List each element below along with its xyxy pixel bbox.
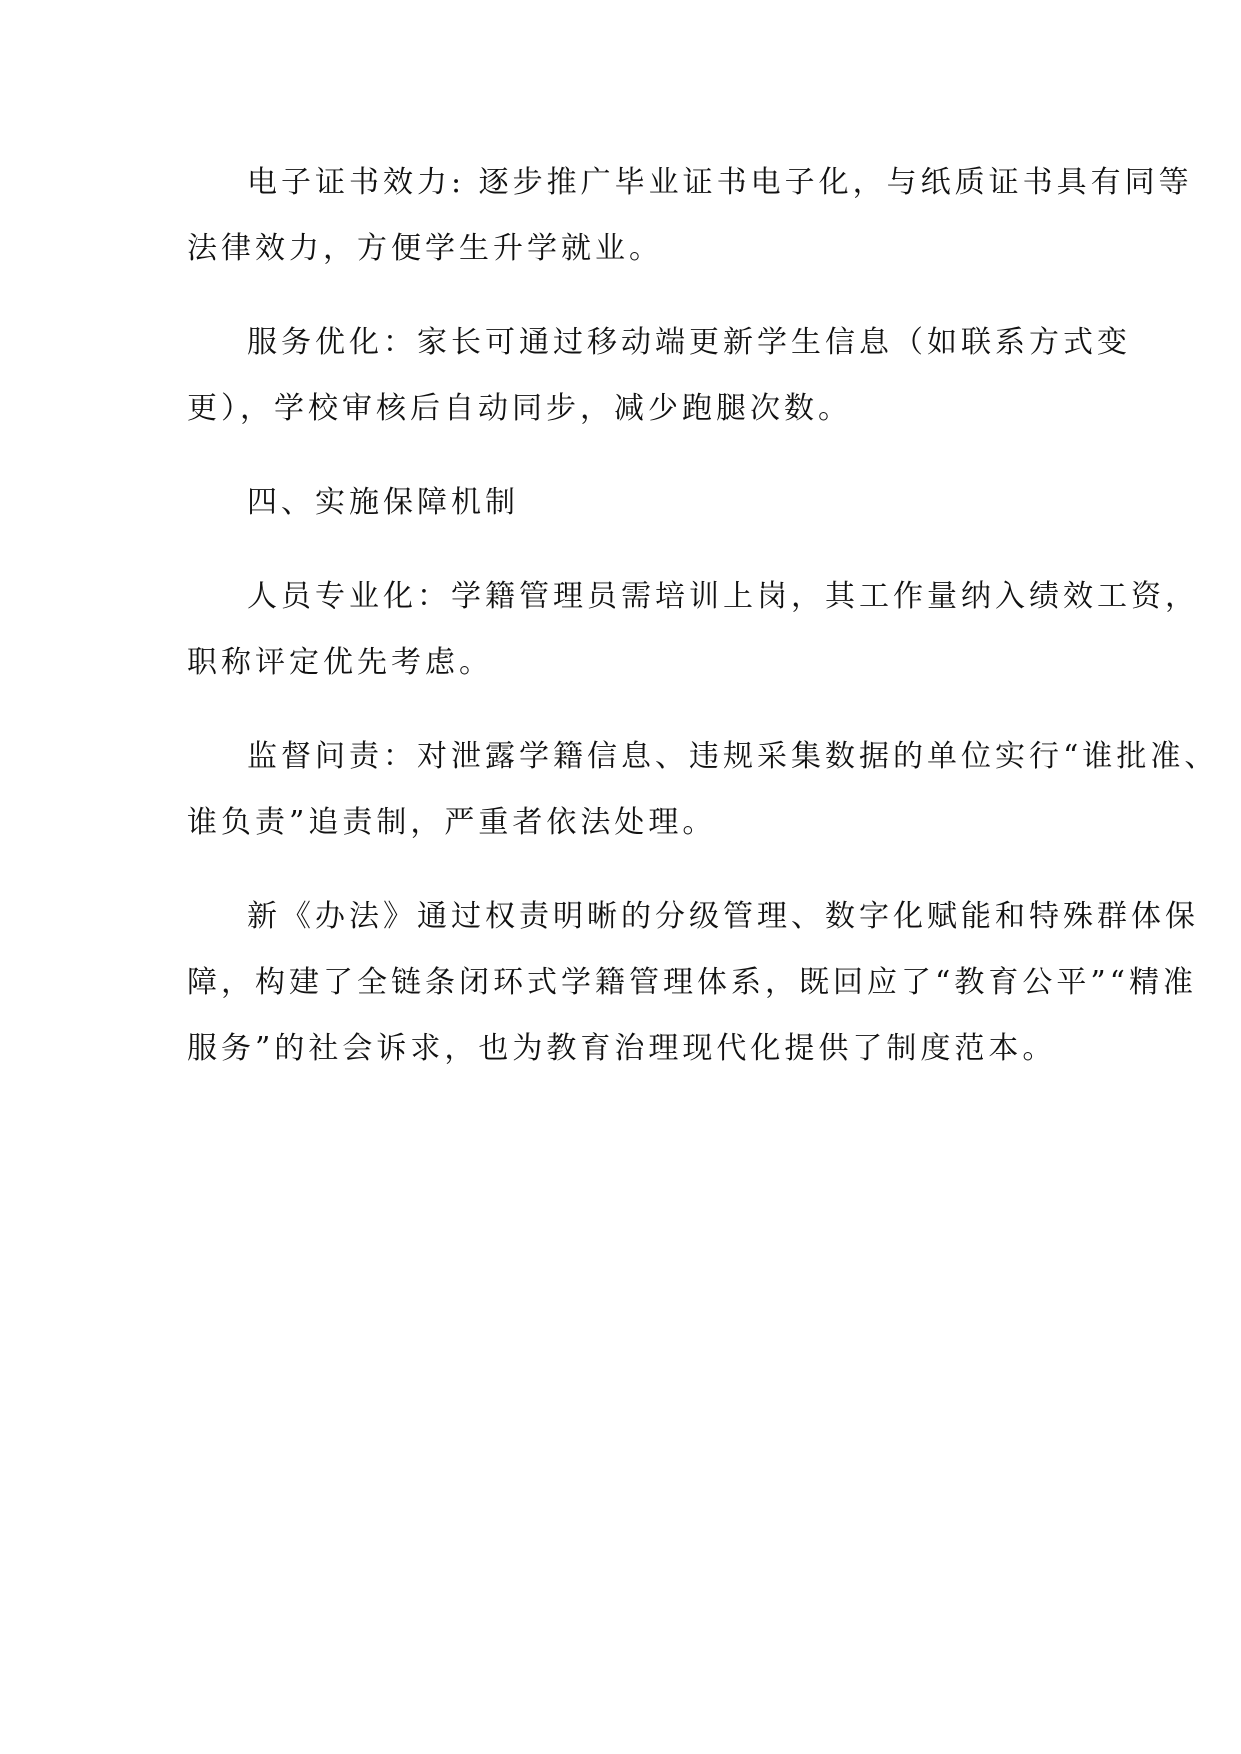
document-body bbox=[187, 150, 1219, 1110]
paragraph-line: 谁负责”追责制，严重者依法处理。 bbox=[187, 805, 717, 840]
paragraph-staff-professionalization bbox=[187, 564, 1199, 696]
paragraph-line: 障，构建了全链条闭环式学籍管理体系，既回应了“教育公平”“精准 bbox=[187, 965, 1198, 1000]
section-heading bbox=[187, 470, 1055, 536]
paragraph-line: 监督问责：对泄露学籍信息、违规采集数据的单位实行“谁批准、 bbox=[247, 739, 1219, 774]
section-heading-text: 四、实施保障机制 bbox=[247, 485, 519, 520]
paragraph-line: 新《办法》通过权责明晰的分级管理、数字化赋能和特殊群体保 bbox=[247, 899, 1199, 934]
paragraph-line: 职称评定优先考虑。 bbox=[187, 645, 493, 680]
paragraph-service-optimization bbox=[187, 310, 1131, 442]
paragraph-supervision-accountability bbox=[187, 724, 1219, 856]
paragraph-line: 更），学校审核后自动同步，减少跑腿次数。 bbox=[187, 391, 852, 426]
paragraph-conclusion bbox=[187, 884, 1199, 1082]
paragraph-line: 法律效力，方便学生升学就业。 bbox=[187, 231, 663, 266]
paragraph-line: 服务”的社会诉求，也为教育治理现代化提供了制度范本。 bbox=[187, 1031, 1057, 1066]
paragraph-line: 人员专业化：学籍管理员需培训上岗，其工作量纳入绩效工资， bbox=[247, 579, 1199, 614]
paragraph-line: 服务优化：家长可通过移动端更新学生信息（如联系方式变 bbox=[247, 325, 1131, 360]
paragraph-electronic-certificate bbox=[187, 150, 1193, 282]
paragraph-line: 电子证书效力: 逐步推广毕业证书电子化，与纸质证书具有同等 bbox=[247, 165, 1193, 200]
